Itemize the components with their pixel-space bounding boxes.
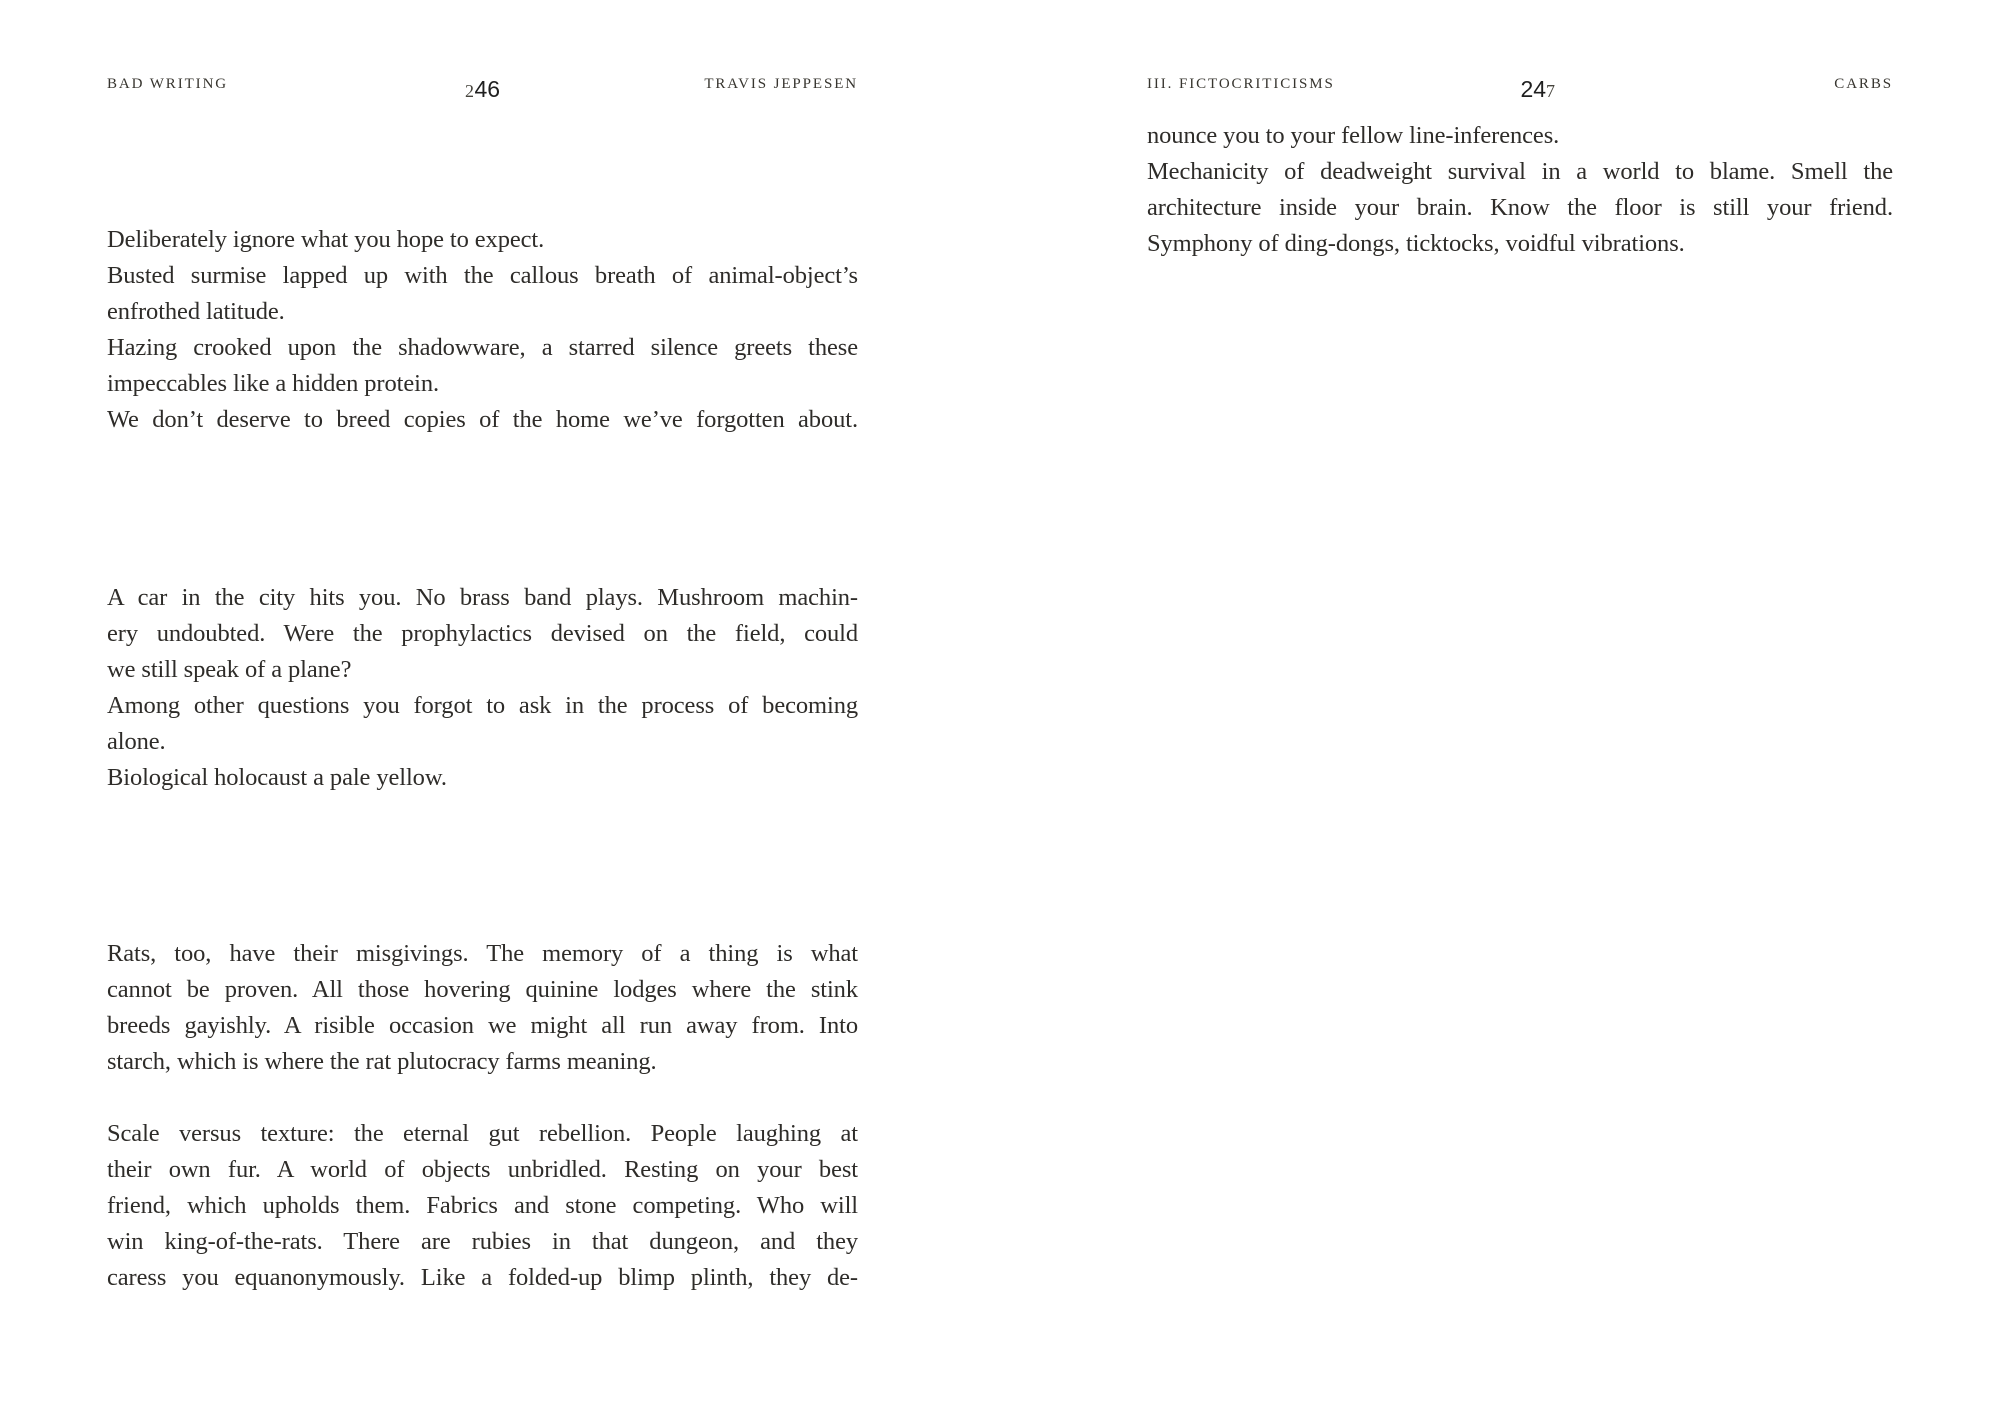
- text-line: Deliberately ignore what you hope to expect.: [107, 226, 545, 253]
- left-page-number: [465, 76, 500, 103]
- text-line: architecture inside your brain. Know the floor is still your friend.: [1147, 194, 1893, 221]
- text-line: starch, which is where the rat plutocracy farms meaning.: [107, 1048, 657, 1075]
- text-line: Scale versus texture: the eternal gut rebellion. People laughing at: [107, 1120, 858, 1147]
- text-line: Hazing crooked upon the shadowware, a starred silence greets these: [107, 334, 858, 361]
- text-line: breeds gayishly. A risible occasion we might all run away from. Into: [107, 1012, 858, 1039]
- left-text-block-4: [107, 1116, 858, 1296]
- text-line: Mechanicity of deadweight survival in a world to blame. Smell the: [1147, 158, 1893, 185]
- text-line: Busted surmise lapped up with the callous breath of animal-object’s: [107, 262, 858, 289]
- right-page-header: [1147, 76, 1893, 102]
- section-title: III. FICTOCRITICISMS: [1147, 76, 1335, 92]
- text-line: we still speak of a plane?: [107, 656, 352, 683]
- right-page-number: [1520, 76, 1555, 103]
- text-line: Biological holocaust a pale yellow.: [107, 764, 447, 791]
- text-line: nounce you to your fellow line-inferences.: [1147, 122, 1560, 149]
- text-line: cannot be proven. All those hovering quinine lodges where the stink: [107, 976, 858, 1003]
- text-line: Among other questions you forgot to ask in the process of becoming: [107, 692, 858, 719]
- page-number-segment: 2: [464, 81, 475, 101]
- page-number-segment: 7: [1546, 81, 1556, 101]
- text-line: A car in the city hits you. No brass band plays. Mushroom machin-: [107, 584, 858, 611]
- text-line: win king-of-the-rats. There are rubies in that dungeon, and they: [107, 1228, 858, 1255]
- text-line: ery undoubted. Were the prophylactics devised on the field, could: [107, 620, 858, 647]
- text-line: alone.: [107, 728, 166, 755]
- chapter-title: CARBS: [1834, 76, 1893, 92]
- text-line: their own fur. A world of objects unbridled. Resting on your best: [107, 1156, 858, 1183]
- text-line: impeccables like a hidden protein.: [107, 370, 439, 397]
- author-name: TRAVIS JEPPESEN: [704, 76, 858, 92]
- text-line: enfrothed latitude.: [107, 298, 285, 325]
- text-line: caress you equanonymously. Like a folded-up blimp plinth, they de-: [107, 1264, 858, 1291]
- right-text-block-1: [1147, 118, 1893, 262]
- left-text-block-3: [107, 936, 858, 1080]
- text-line: friend, which upholds them. Fabrics and stone competing. Who will: [107, 1192, 858, 1219]
- left-page-header: [107, 76, 858, 102]
- text-line: Symphony of ding-dongs, ticktocks, voidful vibrations.: [1147, 230, 1685, 257]
- left-text-block-1: [107, 222, 858, 438]
- text-line: Rats, too, have their misgivings. The memory of a thing is what: [107, 940, 858, 967]
- book-title: BAD WRITING: [107, 76, 229, 92]
- page-number-segment: 46: [474, 76, 501, 102]
- left-text-block-2: [107, 580, 858, 796]
- text-line: We don’t deserve to breed copies of the home we’ve forgotten about.: [107, 406, 858, 433]
- page-number-segment: 24: [1520, 76, 1547, 102]
